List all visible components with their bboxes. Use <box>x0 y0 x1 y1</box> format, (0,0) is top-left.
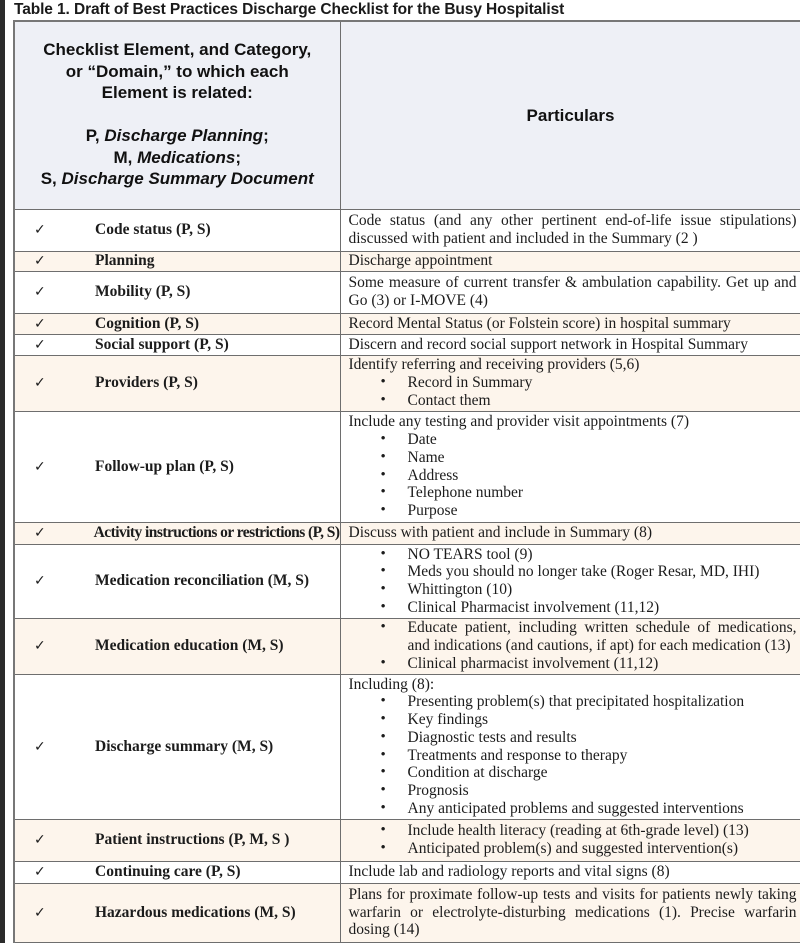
particulars-text: Include lab and radiology reports and vital signs (8) <box>348 863 670 881</box>
table-row <box>14 271 800 313</box>
checkmark-icon: ✓ <box>34 375 46 391</box>
bullet-item: • Contact them <box>349 392 797 410</box>
element-cell <box>14 271 340 313</box>
bullet-item: • Condition at discharge <box>349 764 797 782</box>
element-label: Social support (P, S) <box>95 335 229 353</box>
particulars-text: Identify referring and receiving providers (5,6) <box>348 356 640 374</box>
particulars-cell <box>340 313 800 334</box>
bullet-item: • Prognosis <box>349 782 797 800</box>
bullet-item: • Address <box>349 467 797 485</box>
bullet-item: • Meds you should no longer take (Roger Resar, MD, IHI) <box>349 563 797 581</box>
bullet-item: • Purpose <box>349 502 797 520</box>
checkmark-icon: ✓ <box>34 738 46 755</box>
particulars-cell <box>340 819 800 861</box>
legend-m: M, Medications; <box>113 147 242 167</box>
header-element-column <box>14 21 340 209</box>
checkmark-icon: ✓ <box>34 573 46 589</box>
element-label: Hazardous medications (M, S) <box>95 903 296 921</box>
particulars-cell <box>340 271 800 313</box>
table-title: Table 1. Draft of Best Practices Discharge Checklist for the Busy Hospitalist <box>14 1 565 18</box>
particulars-text: Some measure of current transfer & ambulation capability. Get up and Go (3) or I-MOVE (4) <box>348 274 797 309</box>
particulars-cell <box>340 883 800 942</box>
element-label: Medication reconciliation (M, S) <box>95 572 310 589</box>
particulars-cell <box>340 355 800 411</box>
checkmark-icon: ✓ <box>34 336 46 353</box>
particulars-text: Discuss with patient and include in Summary (8) <box>348 524 652 542</box>
element-label: Providers (P, S) <box>95 374 198 391</box>
particulars-cell <box>340 618 800 674</box>
particulars-text: Code status (and any other pertinent end-of-life issue stipulations) discussed with patient and included in the Summary (2 ) <box>348 212 797 247</box>
element-cell <box>14 861 340 883</box>
bullet-item: • Diagnostic tests and results <box>349 729 797 747</box>
bullet-item: • Whittington (10) <box>349 581 797 599</box>
checkmark-icon: ✓ <box>34 458 46 475</box>
left-edge-strip <box>0 0 5 943</box>
table-row <box>14 674 800 819</box>
particulars-bullet-list <box>349 619 797 672</box>
bullet-item: • Include health literacy (reading at 6th-grade level) (13) <box>349 822 797 840</box>
table-row <box>14 209 800 251</box>
checkmark-icon: ✓ <box>34 638 46 654</box>
table-row <box>14 313 800 334</box>
table-row <box>14 861 800 883</box>
particulars-cell <box>340 251 800 271</box>
particulars-bullet-list <box>349 822 797 857</box>
header-row <box>14 21 800 209</box>
bullet-item: • Any anticipated problems and suggested interventions <box>349 800 797 818</box>
table-row <box>14 819 800 861</box>
element-label: Patient instructions (P, M, S ) <box>95 831 290 848</box>
particulars-text: Record Mental Status (or Folstein score) in hospital summary <box>348 314 731 332</box>
checkmark-icon: ✓ <box>34 832 46 848</box>
bullet-item: • Record in Summary <box>349 374 797 392</box>
checkmark-icon: ✓ <box>34 525 46 541</box>
bullet-item: • Educate patient, including written schedule of medications, and indications (and cautions, if apt) for each medication (13) <box>349 619 797 654</box>
header-particulars-column: Particulars <box>340 21 800 209</box>
table-row <box>14 355 800 411</box>
table-row <box>14 618 800 674</box>
table-row <box>14 251 800 271</box>
element-label: Mobility (P, S) <box>95 283 191 300</box>
particulars-text: Discern and record social support network in Hospital Summary <box>348 335 748 353</box>
table-row <box>14 411 800 522</box>
element-cell <box>14 674 340 819</box>
legend-s: S, Discharge Summary Document <box>40 169 314 188</box>
particulars-cell <box>340 861 800 883</box>
element-cell <box>14 544 340 618</box>
bullet-item: • Treatments and response to therapy <box>349 747 797 765</box>
table-row <box>14 544 800 618</box>
element-label: Discharge summary (M, S) <box>95 737 274 755</box>
bullet-item: • Clinical pharmacist involvement (11,12) <box>349 655 797 673</box>
element-label: Continuing care (P, S) <box>95 863 241 880</box>
checkmark-icon: ✓ <box>34 284 46 300</box>
element-cell <box>14 209 340 251</box>
element-label: Activity instructions or restrictions (P, S) <box>93 524 340 541</box>
particulars-cell <box>340 522 800 544</box>
element-cell <box>14 313 340 334</box>
bullet-item: • Presenting problem(s) that precipitated hospitalization <box>349 693 797 711</box>
element-cell <box>14 522 340 544</box>
table-row <box>14 522 800 544</box>
element-label: Planning <box>95 252 155 269</box>
header-line: Element is related: <box>101 83 253 102</box>
particulars-bullet-list <box>349 693 797 817</box>
bullet-item: • Telephone number <box>349 484 797 502</box>
element-cell <box>14 251 340 271</box>
element-cell <box>14 355 340 411</box>
particulars-cell <box>340 674 800 819</box>
bullet-item: • Name <box>349 449 797 467</box>
particulars-text: Plans for proximate follow-up tests and visits for patients newly taking warfarin or electrolyte-disturbing medications (1). Precise warfarin dosing (14) <box>348 885 797 939</box>
checkmark-icon: ✓ <box>34 904 46 921</box>
particulars-text: Discharge appointment <box>348 252 493 270</box>
element-label: Follow-up plan (P, S) <box>95 457 234 475</box>
checkmark-icon: ✓ <box>34 222 46 238</box>
particulars-cell <box>340 544 800 618</box>
table-row <box>14 334 800 355</box>
bullet-item: • Key findings <box>349 711 797 729</box>
element-label: Code status (P, S) <box>95 221 211 238</box>
particulars-text: Including (8): <box>348 675 435 693</box>
discharge-checklist-table <box>13 20 800 943</box>
header-line: or “Domain,” to which each <box>65 61 289 81</box>
particulars-text: Include any testing and provider visit appointments (7) <box>348 413 689 431</box>
element-label: Cognition (P, S) <box>95 314 200 332</box>
particulars-cell <box>340 209 800 251</box>
element-cell <box>14 618 340 674</box>
particulars-bullet-list <box>349 546 797 617</box>
bullet-item: • NO TEARS tool (9) <box>349 546 797 564</box>
particulars-cell <box>340 334 800 355</box>
particulars-bullet-list <box>349 431 797 520</box>
element-label: Medication education (M, S) <box>95 637 284 654</box>
table-row <box>14 883 800 942</box>
checkmark-icon: ✓ <box>34 315 46 332</box>
header-line: Checklist Element, and Category, <box>43 40 312 59</box>
particulars-cell <box>340 411 800 522</box>
element-cell <box>14 883 340 942</box>
checkmark-icon: ✓ <box>34 253 46 269</box>
legend-p: P, Discharge Planning; <box>85 126 269 145</box>
particulars-bullet-list <box>349 374 797 409</box>
element-cell <box>14 819 340 861</box>
bullet-item: • Date <box>349 431 797 449</box>
checkmark-icon: ✓ <box>34 864 46 880</box>
bullet-item: • Clinical Pharmacist involvement (11,12) <box>349 599 797 617</box>
element-cell <box>14 334 340 355</box>
element-cell <box>14 411 340 522</box>
bullet-item: • Anticipated problem(s) and suggested intervention(s) <box>349 840 797 858</box>
